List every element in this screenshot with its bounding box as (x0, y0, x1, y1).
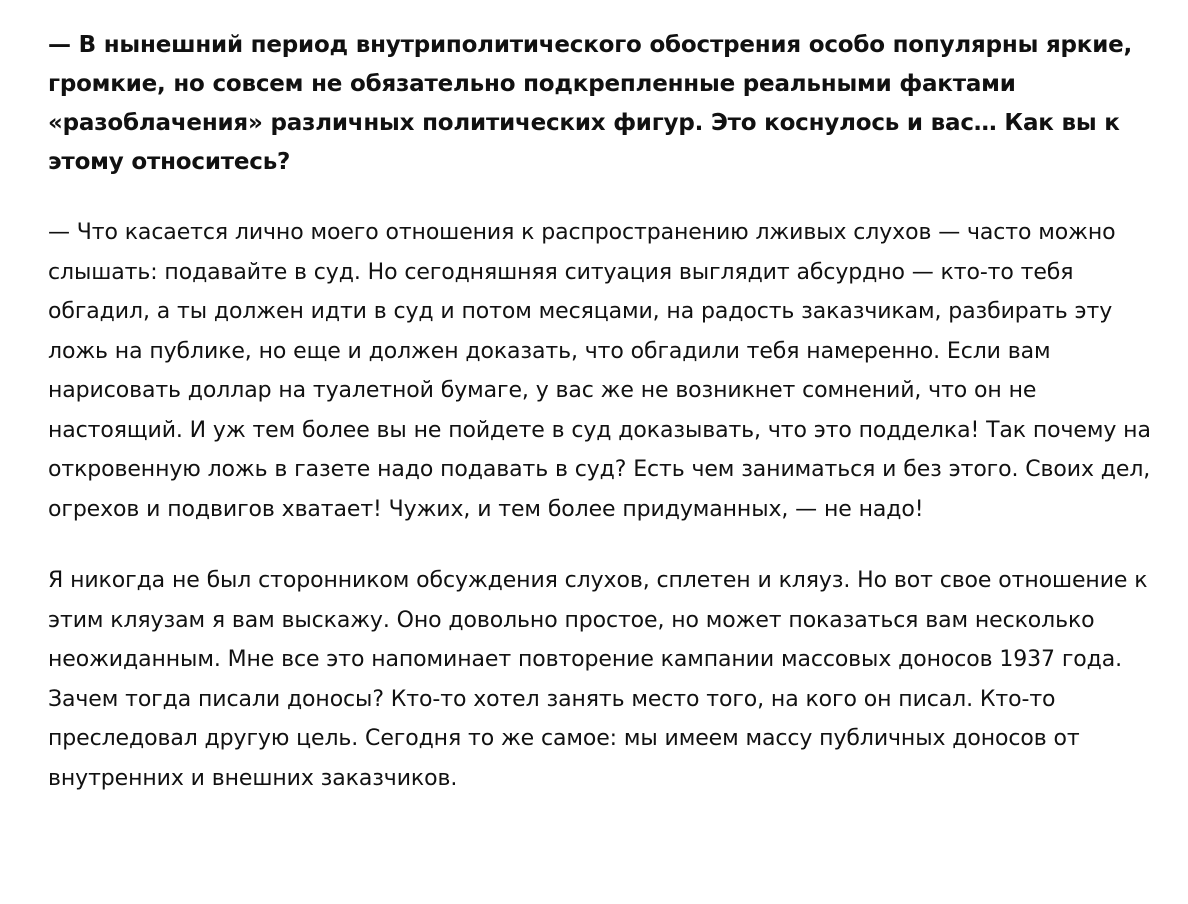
answer-paragraph-1: — Что касается лично моего отношения к распространению лживых слухов — часто можно слышать: подавайте в суд. Но сегодняшняя ситуация выглядит абсурдно — кто-то тебя обгадил, а ты должен идти в суд и потом месяцами, на радость заказчикам, разбирать эту ложь на публике, но еще и должен доказать, что обгадили тебя намеренно. Если вам нарисовать доллар на туалетной бумаге, у вас же не возникнет сомнений, что он не настоящий. И уж тем более вы не пойдете в суд доказывать, что это подделка! Так почему на откровенную ложь в газете надо подавать в суд? Есть чем заниматься и без этого. Своих дел, огрехов и подвигов хватает! Чужих, и тем более придуманных, — не надо! (48, 220, 1151, 522)
interview-question: — В нынешний период внутриполитического обострения особо популярны яркие, громкие, но совсем не обязательно подкрепленные реальными фактами «разоблачения» различных политических фигур. Это коснулось и вас… Как вы к этому относитесь? (48, 32, 1133, 175)
answer-paragraph-2: Я никогда не был сторонником обсуждения слухов, сплетен и кляуз. Но вот свое отношение к этим кляузам я вам выскажу. Оно довольно простое, но может показаться вам несколько неожиданным. Мне все это напоминает повторение кампании массовых доносов 1937 года. Зачем тогда писали доносы? Кто-то хотел занять место того, на кого он писал. Кто-то преследовал другую цель. Сегодня то же самое: мы имеем массу публичных доносов от внутренних и внешних заказчиков. (48, 568, 1148, 791)
